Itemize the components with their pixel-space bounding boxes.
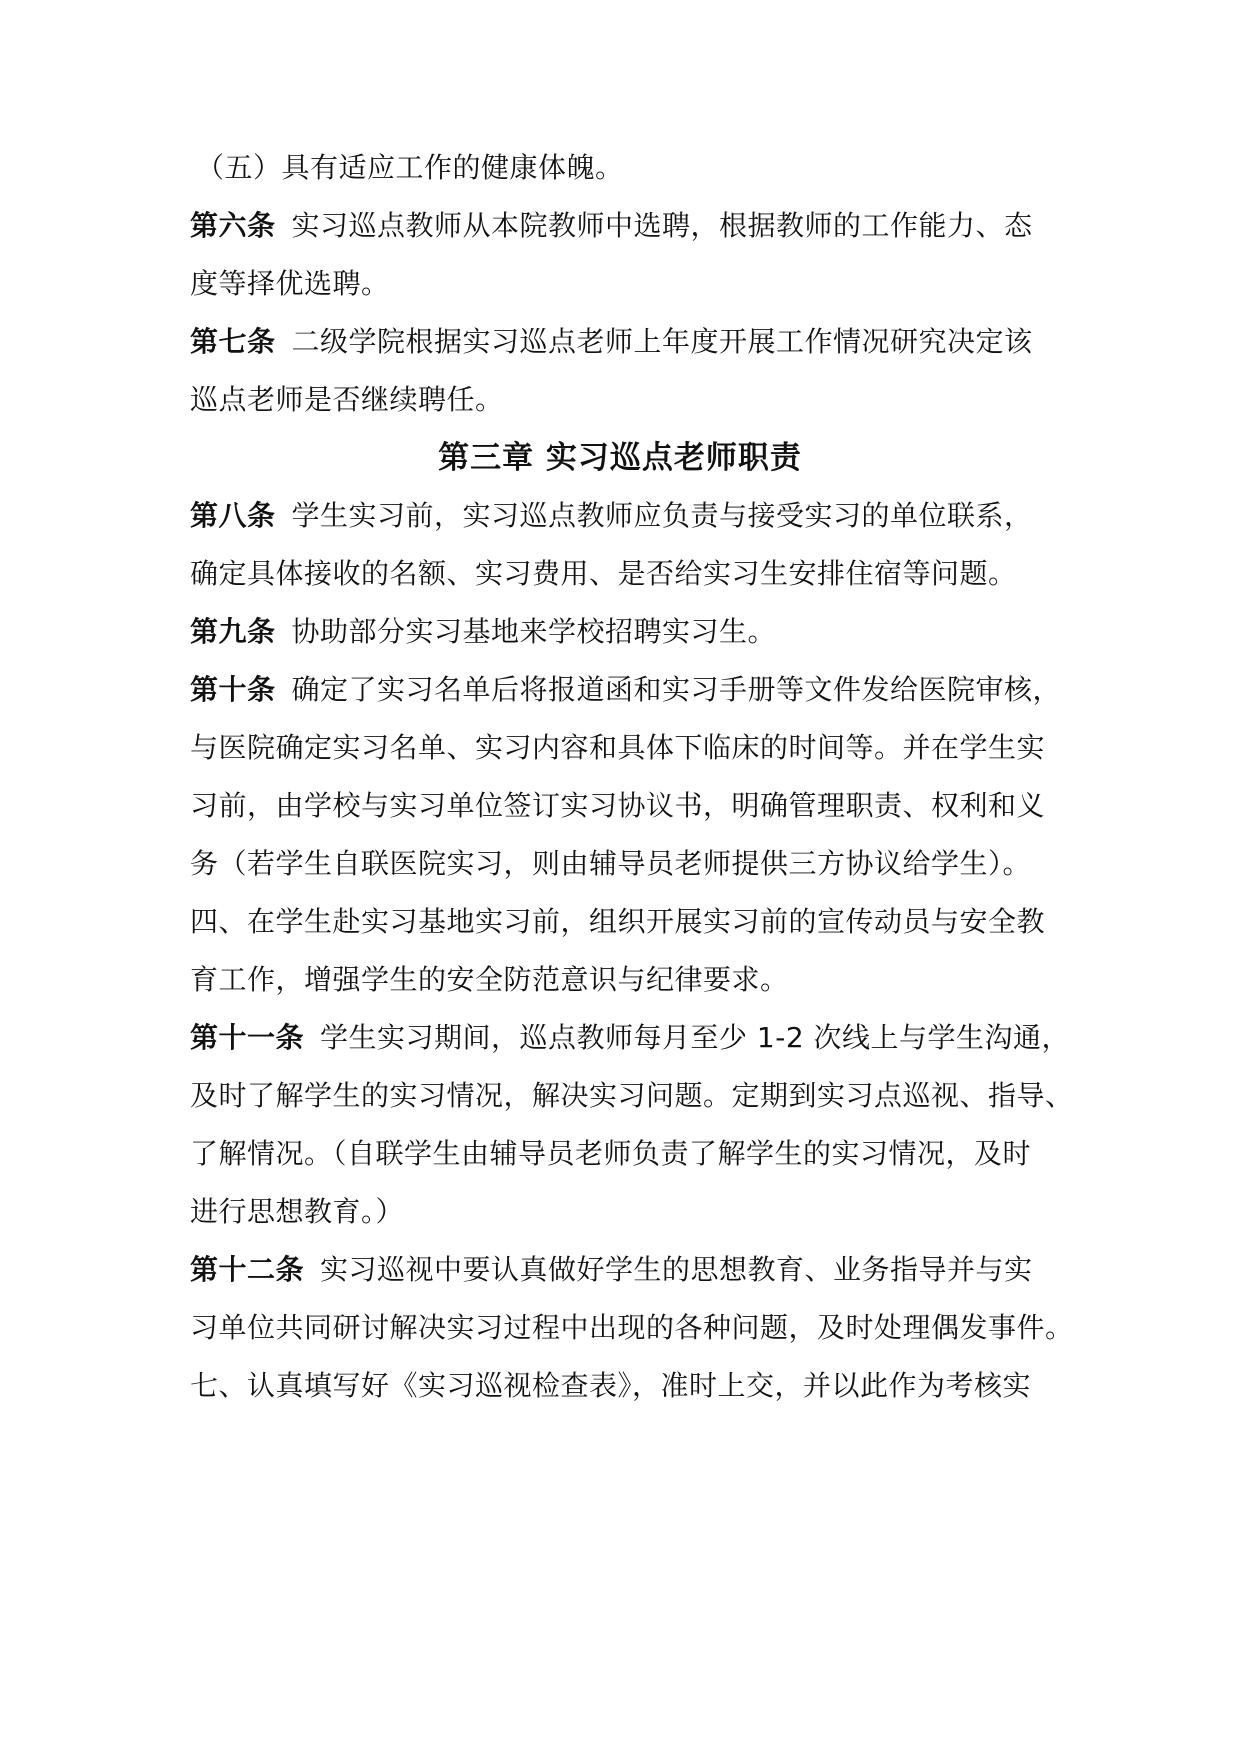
line-text: 进行思想教育。） bbox=[190, 1195, 405, 1228]
item-4-line-2 bbox=[190, 960, 789, 1000]
paragraph-line bbox=[196, 148, 624, 188]
article-label: 第十条 bbox=[190, 673, 276, 706]
article-7-line-2 bbox=[190, 380, 504, 420]
article-8-line-1 bbox=[190, 496, 1033, 536]
line-text: 协助部分实习基地来学校招聘实习生。 bbox=[291, 615, 777, 648]
article-10-line-4 bbox=[190, 844, 1031, 884]
line-text: 了解情况。（自联学生由辅导员老师负责了解学生的实习情况，及时 bbox=[190, 1137, 1032, 1170]
line-text: 二级学院根据实习巡点老师上年度开展工作情况研究决定该 bbox=[291, 325, 1033, 358]
article-11-line-1 bbox=[190, 1018, 1070, 1058]
article-label: 第十二条 bbox=[190, 1253, 305, 1286]
line-text: 务（若学生自联医院实习，则由辅导员老师提供三方协议给学生）。 bbox=[190, 847, 1032, 880]
article-10-line-2 bbox=[190, 728, 1045, 768]
line-text: 巡点老师是否继续聘任。 bbox=[190, 383, 504, 416]
line-text: 确定具体接收的名额、实习费用、是否给实习生安排住宿等问题。 bbox=[190, 557, 1017, 590]
line-text: 及时了解学生的实习情况，解决实习问题。定期到实习点巡视、指导、 bbox=[190, 1079, 1074, 1112]
article-label: 第十一条 bbox=[190, 1021, 305, 1054]
article-11-line-3 bbox=[190, 1134, 1031, 1174]
line-text: 确定了实习名单后将报道函和实习手册等文件发给医院审核， bbox=[291, 673, 1062, 706]
line-text: 度等择优选聘。 bbox=[190, 267, 390, 300]
article-label: 第七条 bbox=[190, 325, 276, 358]
line-text: 实习巡视中要认真做好学生的思想教育、业务指导并与实 bbox=[320, 1253, 1033, 1286]
line-text: 学生实习前，实习巡点教师应负责与接受实习的单位联系， bbox=[291, 499, 1033, 532]
article-10-line-1 bbox=[190, 670, 1061, 710]
item-4-line-1 bbox=[190, 902, 1045, 942]
article-label: 第八条 bbox=[190, 499, 276, 532]
chapter-title: 第三章 实习巡点老师职责 bbox=[438, 440, 802, 476]
article-12-line-1 bbox=[190, 1250, 1033, 1290]
line-text: 习前，由学校与实习单位签订实习协议书，明确管理职责、权利和义 bbox=[190, 789, 1046, 822]
line-text: 学生实习期间，巡点教师每月至少 1-2 次线上与学生沟通， bbox=[320, 1021, 1071, 1054]
article-label: 第六条 bbox=[190, 209, 276, 242]
item-7-line-1 bbox=[190, 1366, 1031, 1406]
line-text: 习单位共同研讨解决实习过程中出现的各种问题，及时处理偶发事件。 bbox=[190, 1311, 1074, 1344]
line-text: （五）具有适应工作的健康体魄。 bbox=[196, 151, 624, 184]
article-9-line-1 bbox=[190, 612, 776, 652]
line-text: 与医院确定实习名单、实习内容和具体下临床的时间等。并在学生实 bbox=[190, 731, 1046, 764]
article-12-line-2 bbox=[190, 1308, 1074, 1348]
article-11-line-2 bbox=[190, 1076, 1074, 1116]
article-7-line-1 bbox=[190, 322, 1033, 362]
article-6-line-2 bbox=[190, 264, 390, 304]
line-text: 四、在学生赴实习基地实习前，组织开展实习前的宣传动员与安全教 bbox=[190, 905, 1046, 938]
article-10-line-3 bbox=[190, 786, 1045, 826]
line-text: 育工作，增强学生的安全防范意识与纪律要求。 bbox=[190, 963, 789, 996]
line-text: 实习巡点教师从本院教师中选聘，根据教师的工作能力、态 bbox=[291, 209, 1033, 242]
line-text: 七、认真填写好《实习巡视检查表》，准时上交，并以此作为考核实 bbox=[190, 1369, 1032, 1402]
article-8-line-2 bbox=[190, 554, 1017, 594]
article-6-line-1 bbox=[190, 206, 1033, 246]
article-label: 第九条 bbox=[190, 615, 276, 648]
article-11-line-4 bbox=[190, 1192, 404, 1232]
